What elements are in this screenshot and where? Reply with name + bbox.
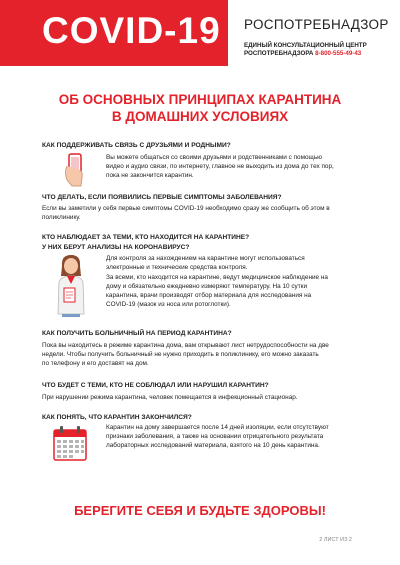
answer-who-monitors-line5: карантина, врачи производят отбор материала для исследования на — [106, 292, 312, 299]
question-keep-in-touch: КАК ПОДДЕРЖИВАТЬ СВЯЗЬ С ДРУЗЬЯМИ И РОДНЫМИ? — [42, 142, 231, 149]
question-who-monitors-line1: КТО НАБЛЮДАЕТ ЗА ТЕМИ, КТО НАХОДИТСЯ НА КАРАНТИНЕ? — [42, 234, 250, 241]
answer-keep-in-touch-line1: Вы можете общаться со своими друзьями и родственниками с помощью — [106, 154, 322, 161]
doctor-icon — [50, 252, 92, 318]
answer-violations-line1: При нарушении режима карантина, человек помещается в инфекционный стационар. — [42, 394, 298, 401]
answer-sick-leave-line1: Пока вы находитесь в режиме карантина дома, вам открывают лист нетрудоспособности на две — [42, 342, 329, 349]
hotline-phone[interactable]: 8-800-555-49-43 — [315, 50, 362, 57]
answer-first-symptoms-line2: поликлинику. — [42, 214, 81, 221]
answer-who-monitors-line2: электронные и технические средства контроля. — [106, 264, 248, 271]
answer-quarantine-end-line3: лабораторных исследований материала, взятого на 10 день карантина. — [106, 442, 320, 449]
org-subtitle-prefix: РОСПОТРЕБНАДЗОРА — [244, 50, 314, 57]
question-violations: ЧТО БУДЕТ С ТЕМИ, КТО НЕ СОБЛЮДАЛ ИЛИ НАРУШИЛ КАРАНТИН? — [42, 382, 269, 389]
answer-keep-in-touch-line2: видео и аудио связи, по интернету, главное не выходить из дома до тех пор, — [106, 163, 334, 170]
answer-quarantine-end-line1: Карантин на дому завершается после 14 дней изоляции, если отсутствуют — [106, 424, 329, 431]
org-name: РОСПОТРЕБНАДЗОР — [244, 17, 389, 32]
org-subtitle-line1: ЕДИНЫЙ КОНСУЛЬТАЦИОННЫЙ ЦЕНТР — [244, 42, 367, 49]
page-number: 2 ЛИСТ ИЗ 2 — [319, 537, 352, 543]
question-quarantine-end: КАК ПОНЯТЬ, ЧТО КАРАНТИН ЗАКОНЧИЛСЯ? — [42, 414, 192, 421]
main-title-line2: В ДОМАШНИХ УСЛОВИЯХ — [111, 109, 289, 124]
question-first-symptoms: ЧТО ДЕЛАТЬ, ЕСЛИ ПОЯВИЛИСЬ ПЕРВЫЕ СИМПТОМЫ ЗАБОЛЕВАНИЯ? — [42, 194, 282, 201]
question-sick-leave: КАК ПОЛУЧИТЬ БОЛЬНИЧНЫЙ НА ПЕРИОД КАРАНТИНА? — [42, 330, 232, 337]
smartphone-hand-icon — [62, 152, 88, 188]
answer-who-monitors-line1: Для контроля за нахождением на карантине могут использоваться — [106, 255, 305, 262]
answer-quarantine-end-line2: признаки заболевания, а также на основании отрицательного результата — [106, 433, 324, 440]
answer-sick-leave-line3: по телефону и его доставят на дом. — [42, 360, 149, 367]
answer-sick-leave-line2: недели. Чтобы получить больничный не нужно приходить в поликлинику, его можно заказать — [42, 351, 319, 358]
answer-first-symptoms-line1: Если вы заметили у себя первые симптомы COVID-19 необходимо сразу же сообщить об этом в — [42, 205, 330, 212]
main-title-line1: ОБ ОСНОВНЫХ ПРИНЦИПАХ КАРАНТИНА — [58, 92, 342, 107]
calendar-icon — [52, 424, 88, 462]
answer-who-monitors-line6: COVID-19 (мазок из носа или ротоглотки). — [106, 301, 231, 308]
header-title: COVID-19 — [42, 10, 221, 51]
footer-slogan: БЕРЕГИТЕ СЕБЯ И БУДЬТЕ ЗДОРОВЫ! — [74, 503, 326, 518]
answer-who-monitors-line3: За всеми, кто находится на карантине, ведут медицинское наблюдение на — [106, 274, 328, 281]
org-subtitle-line2 — [244, 50, 361, 57]
answer-keep-in-touch-line3: пока не закончится карантин. — [106, 172, 194, 179]
question-who-monitors-line2: У НИХ БЕРУТ АНАЛИЗЫ НА КОРОНАВИРУС? — [42, 244, 190, 251]
answer-who-monitors-line4: дому и обязательно ежедневно измеряют температуру. На 10 сутки — [106, 283, 308, 290]
